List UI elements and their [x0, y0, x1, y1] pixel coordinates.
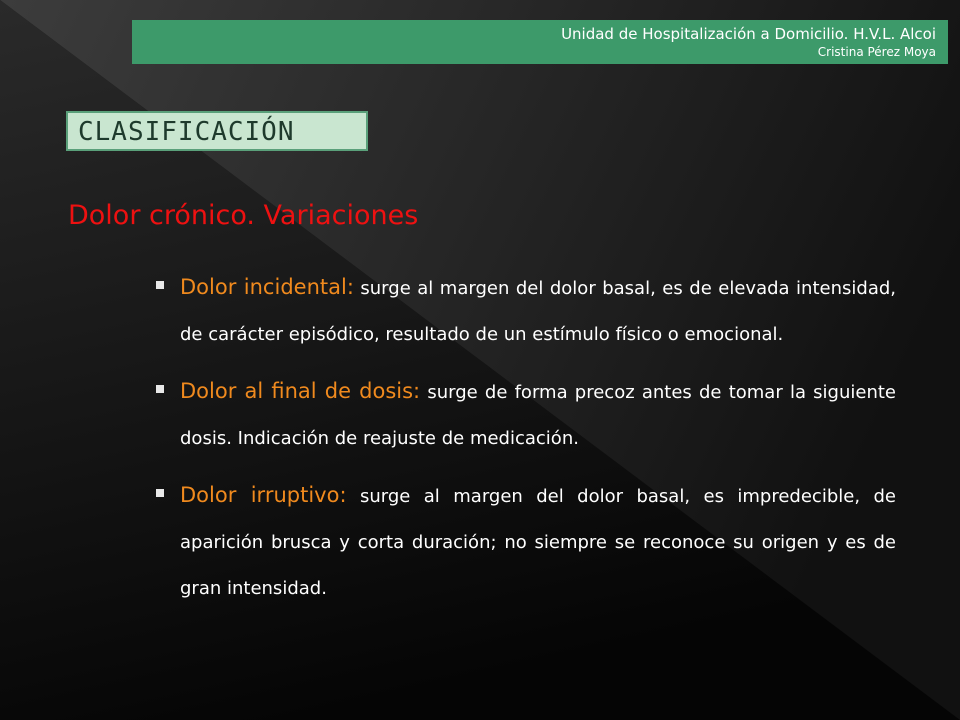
slide-subtitle: Dolor crónico. Variaciones	[68, 200, 419, 231]
bullet-list	[156, 264, 896, 612]
bullet-term: Dolor al final de dosis:	[180, 379, 421, 403]
header-institution: Unidad de Hospitalización a Domicilio. H.V.L. Alcoi	[561, 25, 936, 43]
section-title: CLASIFICACIÓN	[78, 117, 295, 147]
bullet-item	[156, 264, 896, 358]
bullet-text: surge de forma precoz antes de tomar la siguiente dosis. Indicación de reajuste de medicación.	[180, 382, 896, 449]
bullet-term: Dolor irruptivo:	[180, 483, 347, 507]
section-title-box	[66, 111, 368, 151]
bullet-square-icon	[156, 385, 164, 393]
bullet-text: surge al margen del dolor basal, es de elevada intensidad, de carácter episódico, resultado de un estímulo físico o emocional.	[180, 278, 896, 345]
bullet-text: surge al margen del dolor basal, es impredecible, de aparición brusca y corta duración; no siempre se reconoce su origen y es de gran intensidad.	[180, 486, 896, 599]
header-banner	[132, 20, 948, 64]
bullet-square-icon	[156, 489, 164, 497]
header-author: Cristina Pérez Moya	[817, 45, 936, 59]
bullet-term: Dolor incidental:	[180, 275, 354, 299]
bullet-item	[156, 368, 896, 462]
bullet-square-icon	[156, 281, 164, 289]
bullet-item	[156, 472, 896, 612]
